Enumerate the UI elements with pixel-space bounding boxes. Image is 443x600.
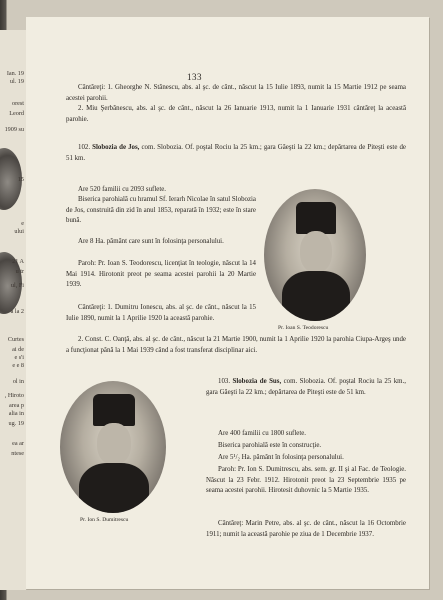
parish-name: Slobozia de Sus, xyxy=(232,378,282,385)
portrait-photo xyxy=(264,189,366,321)
facing-page-text-fragment: ul, Fi xyxy=(10,282,24,289)
cantaret-1: Cântăreţi: 1. Dumitru Ionescu, abs. al şc. de cânt., născut la 15 Iulie 1890, numit la 1 Aprilie 1920 la această parohie. xyxy=(66,304,256,322)
facing-page-text-fragment: a la 2 xyxy=(10,308,24,315)
facing-page-text-fragment: e s'i xyxy=(14,354,24,361)
families: Are 400 familii cu 1800 suflete. xyxy=(218,430,307,437)
land: Are 5¹/₂ Ha. pământ în folosinţa personalului. xyxy=(218,454,344,461)
facing-page-text-fragment: e xyxy=(21,220,24,227)
facing-page-text-fragment: ea ar xyxy=(12,440,24,447)
facing-page-text-fragment: ului xyxy=(14,228,24,235)
parish-103-heading xyxy=(206,377,406,398)
facing-page-edge xyxy=(0,30,27,590)
facing-page-text-fragment: ai de xyxy=(12,346,24,353)
facing-page-text-fragment: 1909 su xyxy=(4,126,24,133)
facing-page-text-fragment: , Hiroto xyxy=(4,392,24,399)
facing-page-text-fragment: ntese xyxy=(11,450,24,457)
photo-caption: Pr. Ioan S. Teodorescu xyxy=(278,325,329,331)
facing-page-text-fragment: Ian. 19 xyxy=(6,70,24,77)
facing-page-text-fragment: ol in xyxy=(12,378,24,385)
parish-number: 103. xyxy=(218,378,231,385)
facing-page-text-fragment: area p xyxy=(9,402,24,409)
facing-page-text-fragment: Leord xyxy=(9,110,24,117)
church-description: Biserica parohială este în construcţie. xyxy=(218,442,322,449)
book-page xyxy=(26,17,429,589)
cantareti-entry-1: Cântăreţi: 1. Gheorghe N. Stănescu, abs. al şc. de cânt., născut la 15 Iulie 1893, numit la 15 Martie 1912 pe seama acestei parohii. xyxy=(66,84,406,102)
facing-page-text-fragment: u tr xyxy=(15,268,24,275)
parish-priest: Paroh: Pr. Ioan S. Teodorescu, licenţiat în teologie, născut la 14 Mai 1914. Hirotonit preot pe seama acestei parohii la 20 Martie 1939. xyxy=(66,260,256,288)
parish-location: com. Slobozia. Of. poştal Rociu la 25 km., gara Găeşti la 22 km.; depărtarea de Piteşti este de 51 km. xyxy=(206,378,406,396)
page-number: 133 xyxy=(187,72,202,82)
facing-page-text-fragment: alia in xyxy=(8,410,24,417)
parish-priest: Paroh: Pr. Ion S. Dumitrescu, abs. sem. gr. II şi al Fac. de Teologie. Născut la 23 Febr. 1912. Hirotonit preot la 23 Septembrie 1935 pe seama acestei parohii. Hirotesit duhovnic la 5 Martie 1935. xyxy=(206,466,406,494)
cantaret: Cântăreţ: Marin Petre, abs. al şc. de cânt., născut la 16 Octombrie 1911; numit la această parohie pe ziua de 1 Decembrie 1937. xyxy=(206,520,406,538)
photo-caption: Pr. Ion S. Dumitrescu xyxy=(80,517,129,523)
cantareti-entry-2: 2. Miu Şerbănescu, abs. al şc. de cânt., născut la 26 Ianuarie 1913, numit la 1 Ianuarie 1931 cântăreţ la această parohie. xyxy=(66,105,406,123)
portrait-photo xyxy=(60,381,166,513)
church-description: Biserica parohială cu hramul Sf. Ierarh Nicolae în satul Slobozia de Jos, construită din zid în anul 1853, reparată în 1932; este în stare bună. xyxy=(66,196,256,224)
facing-page-text-fragment: ug. 19 xyxy=(8,420,24,427)
facing-page-text-fragment: Curtes xyxy=(7,336,24,343)
parish-102-heading xyxy=(66,143,406,164)
facing-page-text-fragment: e e 8 xyxy=(12,362,24,369)
priest-portrait-teodorescu xyxy=(264,189,366,321)
land: Are 8 Ha. pământ care sunt în folosinţa personalului. xyxy=(78,238,224,245)
facing-page-text-fragment: orest xyxy=(11,100,24,107)
priest-portrait-dumitrescu xyxy=(60,381,166,513)
cantaret-2: 2. Const. C. Oanţă, abs. al şc. de cânt., născut la 21 Martie 1900, numit la 1 Aprilie 1920 la parohia Ciupa-Argeş unde a funcţionat până la 1 Mai 1939 când a fost transferat disciplinar aici. xyxy=(66,336,406,354)
parish-number: 102. xyxy=(78,144,91,151)
parish-location: com. Slobozia. Of. poştal Rociu la 25 km.; gara Găeşti la 22 km.; depărtarea de Piteşti este de 51 km. xyxy=(66,144,406,162)
facing-page-text-fragment: ul. 19 xyxy=(9,78,24,85)
facing-page-text-fragment: 15 xyxy=(17,176,24,183)
families: Are 520 familii cu 2093 suflete. xyxy=(78,186,167,193)
parish-name: Slobozia de Jos, xyxy=(92,144,140,151)
facing-page-text-fragment: 21 A xyxy=(12,258,24,265)
